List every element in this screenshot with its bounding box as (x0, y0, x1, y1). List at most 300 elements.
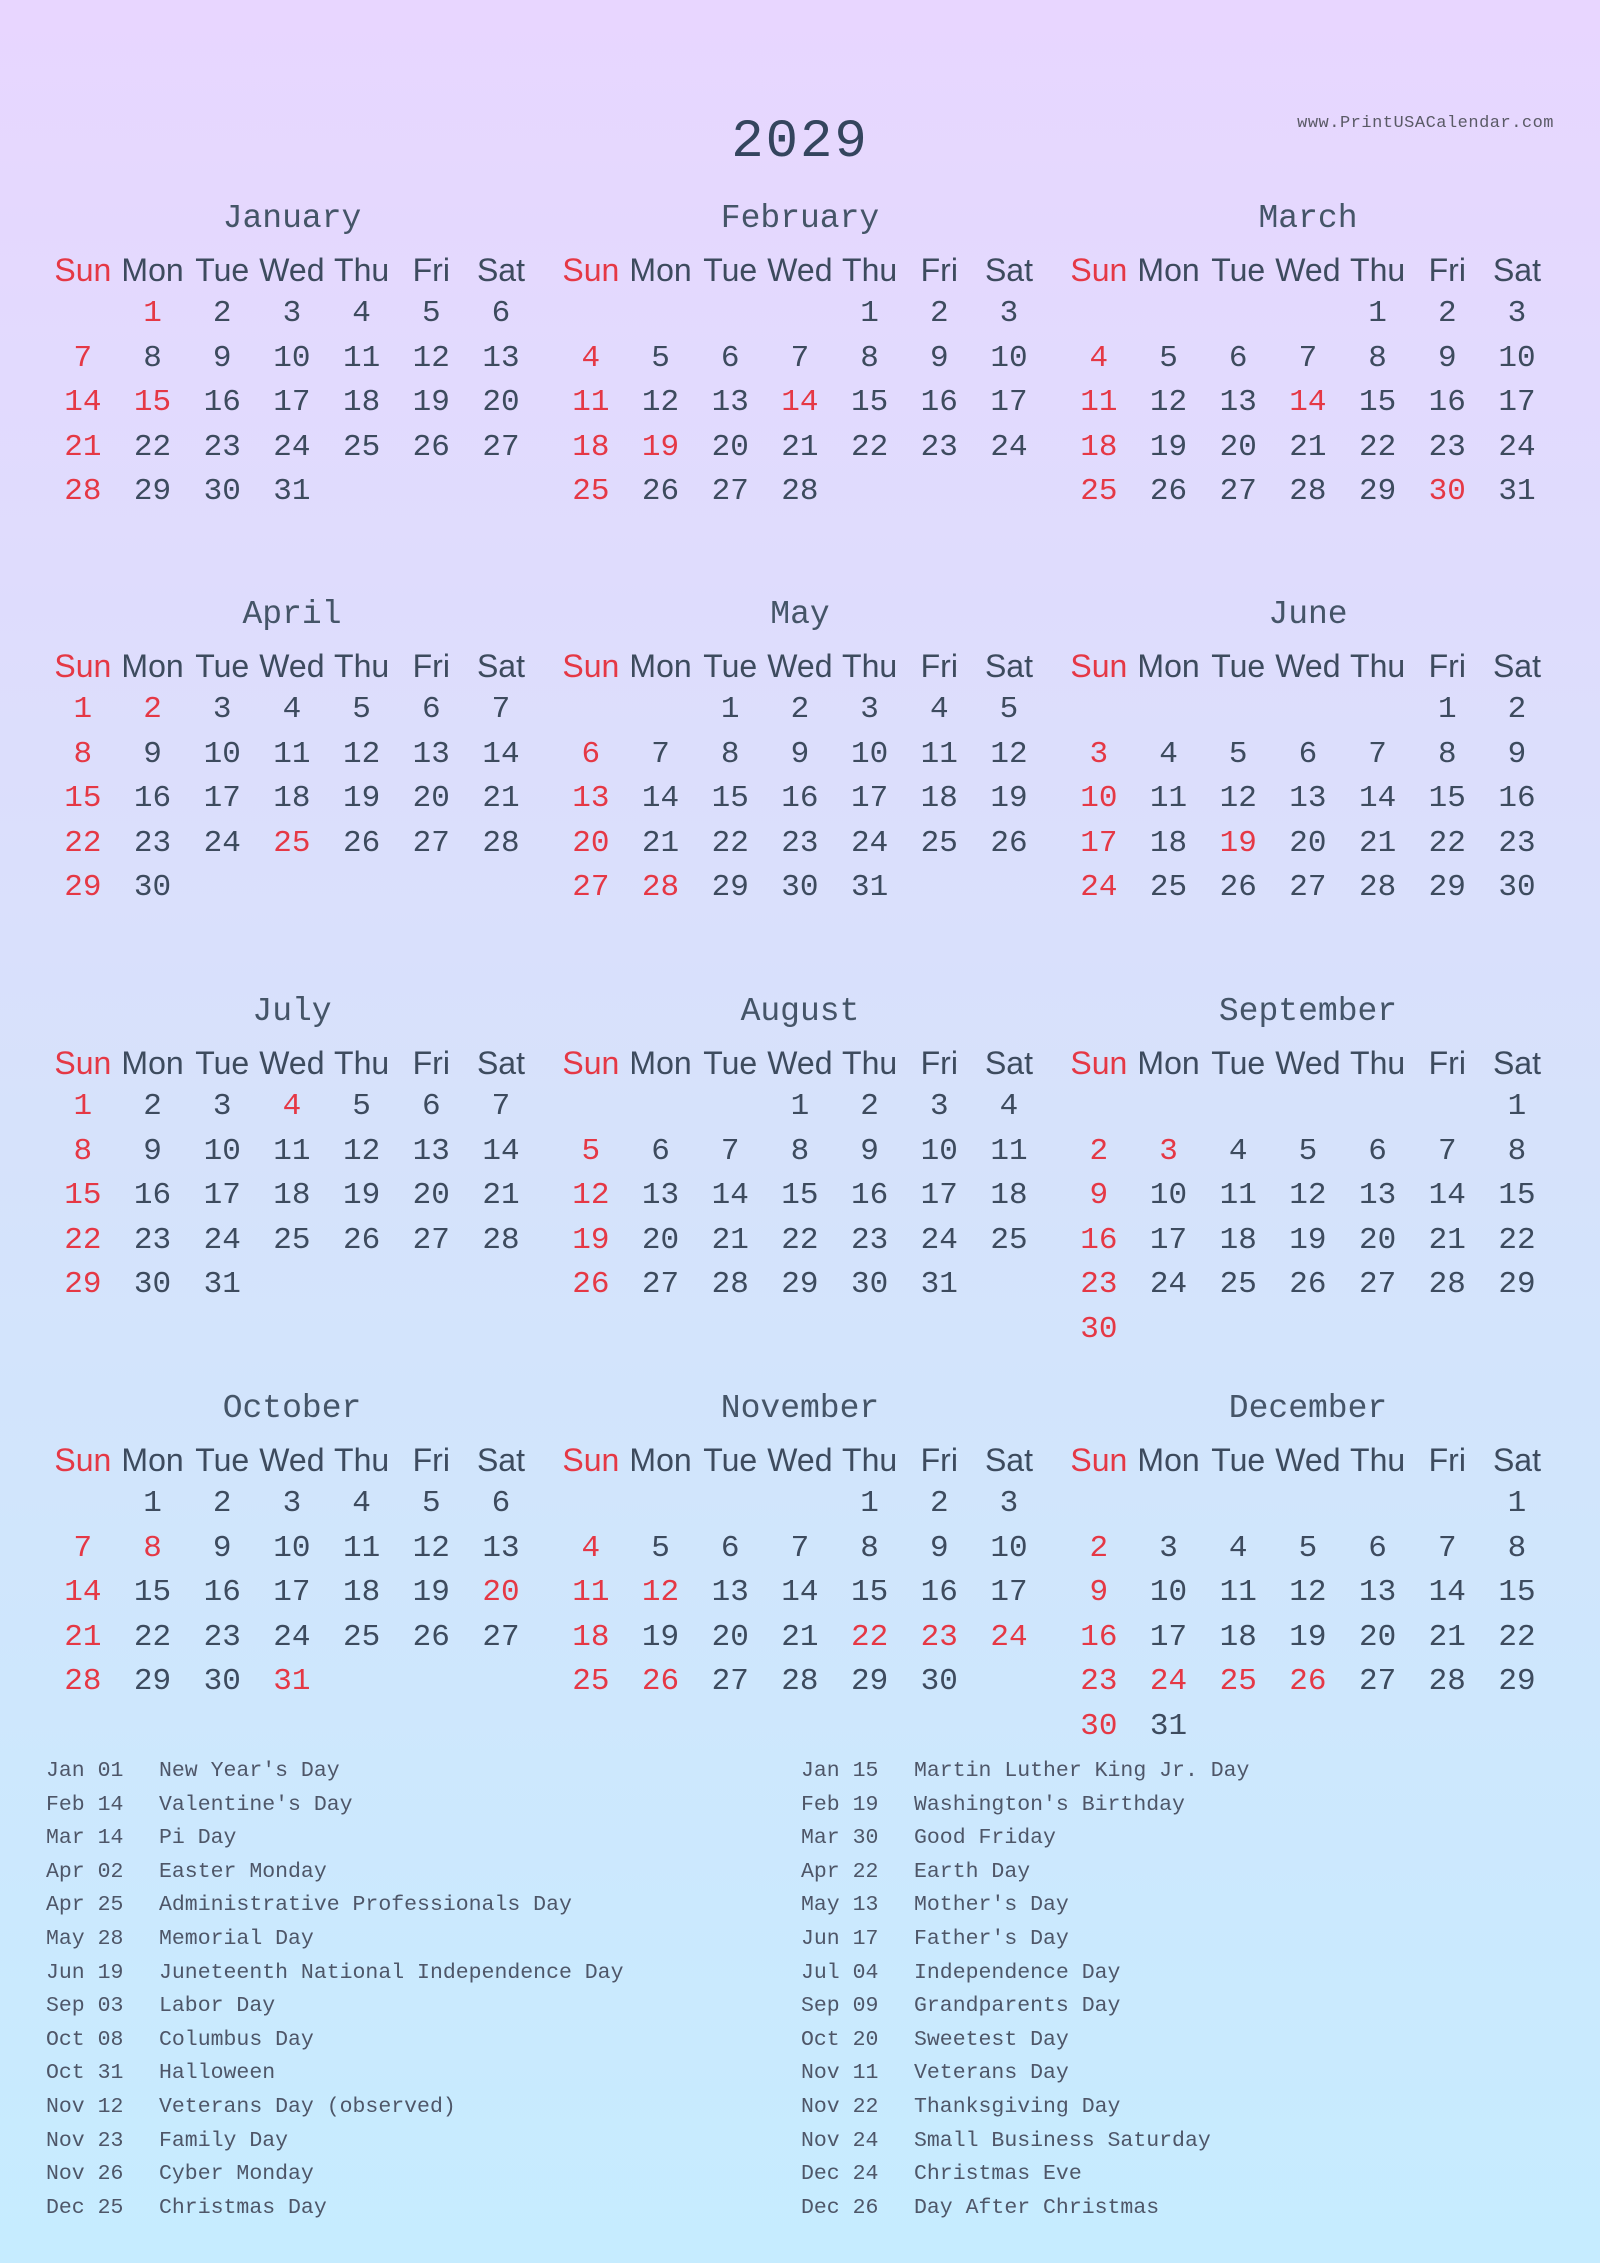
day-cell: 5 (1228, 736, 1248, 772)
day-cell: 13 (641, 1178, 680, 1213)
day-cell: 13 (482, 1530, 520, 1566)
day-cell: 6 (1298, 736, 1318, 772)
day-cell: 21 (641, 825, 680, 861)
day-cell: 6 (1228, 340, 1248, 376)
holiday-row (801, 2125, 1249, 2159)
weekday-label: Fri (1428, 1045, 1466, 1081)
weekday-header (48, 644, 536, 688)
day-cell: 23 (1080, 1664, 1118, 1699)
weekday-label: Sun (1070, 1442, 1128, 1478)
empty-day-cell (1064, 688, 1134, 733)
day-cell: 4 (352, 296, 371, 331)
day-cell: 16 (133, 1178, 172, 1213)
day-cell: 18 (342, 385, 381, 420)
day-cell: 19 (990, 781, 1028, 816)
day-cell: 26 (1149, 474, 1188, 509)
holiday-date: Apr 25 (46, 1893, 124, 1918)
weekday-label: Sun (1070, 648, 1128, 684)
day-cell: 23 (781, 825, 819, 861)
weekday-header (556, 248, 1044, 292)
weekday-header (556, 644, 1044, 688)
holiday-name: Independence Day (914, 1960, 1121, 1985)
day-cell: 24 (990, 1619, 1028, 1655)
holiday-row (801, 1990, 1249, 2024)
day-cell: 5 (352, 692, 371, 727)
weekday-header (48, 248, 536, 292)
day-cell: 22 (64, 1222, 102, 1258)
weekday-label: Mon (1137, 1045, 1200, 1081)
weekday-label: Sun (562, 1442, 620, 1478)
holiday-name: Veterans Day (914, 2061, 1069, 2086)
day-cell: 6 (1368, 1530, 1387, 1566)
day-cell: 20 (412, 781, 450, 816)
holiday-date: Nov 11 (801, 2061, 879, 2086)
day-cell: 6 (491, 296, 511, 331)
day-cell: 5 (1298, 1530, 1318, 1566)
website-url: www.PrintUSACalendar.com (1297, 114, 1554, 133)
day-cell: 11 (1219, 1178, 1257, 1213)
day-cell: 15 (133, 1575, 172, 1610)
day-cell: 19 (641, 429, 680, 465)
day-cell: 6 (491, 1486, 511, 1521)
empty-day-cell (1273, 292, 1343, 337)
empty-day-cell (626, 292, 696, 337)
day-cell: 29 (781, 1267, 819, 1302)
month-name: March (1258, 200, 1358, 237)
day-cell: 21 (711, 1222, 749, 1258)
holiday-name: Earth Day (914, 1859, 1031, 1884)
holiday-date: Jul 04 (801, 1960, 879, 1985)
day-cell: 25 (1080, 474, 1118, 509)
day-cell: 15 (64, 781, 102, 816)
day-cell: 29 (1428, 870, 1466, 905)
day-cell: 31 (1498, 474, 1536, 509)
holiday-date: Nov 22 (801, 2094, 879, 2119)
weekday-label: Mon (1137, 252, 1200, 288)
day-cell: 29 (1358, 474, 1397, 509)
day-cell: 16 (203, 385, 241, 420)
day-cell: 13 (1358, 1178, 1397, 1213)
day-cell: 17 (990, 385, 1028, 420)
day-cell: 18 (1080, 429, 1118, 465)
day-cell: 4 (999, 1089, 1019, 1124)
weekday-label: Sat (984, 648, 1033, 684)
month-december (1064, 1380, 1552, 1749)
day-cell: 9 (860, 1133, 879, 1169)
weekday-label: Wed (1275, 252, 1341, 288)
day-cell: 27 (1358, 1664, 1397, 1699)
day-cell: 25 (572, 474, 610, 509)
holiday-date: Jan 01 (46, 1759, 124, 1783)
day-cell: 13 (1358, 1575, 1397, 1610)
day-cell: 8 (860, 340, 879, 376)
month-name: January (222, 200, 362, 237)
empty-day-cell (1064, 1482, 1134, 1527)
empty-day-cell (1203, 1482, 1273, 1527)
holiday-name: Martin Luther King Jr. Day (914, 1759, 1250, 1783)
day-cell: 6 (1368, 1133, 1387, 1169)
month-name: April (242, 596, 342, 633)
day-cell: 11 (273, 1133, 311, 1169)
weekday-label: Mon (1137, 1442, 1200, 1478)
day-cell: 4 (1228, 1133, 1248, 1169)
day-cell: 3 (1507, 296, 1527, 331)
day-cell: 5 (581, 1133, 601, 1169)
day-grid (48, 1482, 536, 1705)
day-cell: 3 (999, 1486, 1019, 1521)
day-cell: 16 (1080, 1222, 1118, 1258)
month-june (1064, 586, 1552, 911)
weekday-label: Wed (767, 1442, 833, 1478)
day-cell: 31 (920, 1267, 958, 1302)
day-cell: 12 (342, 1133, 381, 1169)
day-cell: 7 (720, 1133, 740, 1169)
holiday-date: Mar 30 (801, 1826, 879, 1851)
day-cell: 15 (1498, 1178, 1536, 1213)
day-cell: 27 (1289, 870, 1327, 905)
day-cell: 2 (1089, 1530, 1109, 1566)
month-name: October (222, 1390, 362, 1427)
month-august (556, 983, 1044, 1308)
day-cell: 28 (482, 1222, 520, 1258)
holiday-name: Valentine's Day (159, 1792, 353, 1817)
day-cell: 14 (482, 736, 520, 772)
holiday-date: Jun 17 (801, 1926, 879, 1951)
day-cell: 11 (572, 1575, 610, 1610)
weekday-label: Sat (1492, 1045, 1541, 1081)
holiday-column-right (801, 1755, 1249, 2225)
empty-day-cell (1134, 1085, 1204, 1130)
day-cell: 10 (1149, 1178, 1188, 1213)
day-cell: 7 (1368, 736, 1387, 772)
day-cell: 5 (1298, 1133, 1318, 1169)
day-cell: 14 (482, 1133, 520, 1169)
day-cell: 12 (412, 1530, 450, 1566)
day-cell: 24 (203, 1222, 241, 1258)
weekday-label: Sat (476, 1442, 525, 1478)
day-cell: 3 (1159, 1530, 1178, 1566)
weekday-header (556, 1041, 1044, 1085)
day-cell: 5 (352, 1089, 371, 1124)
empty-day-cell (48, 292, 118, 337)
day-cell: 10 (273, 1530, 311, 1566)
day-cell: 29 (850, 1664, 889, 1699)
empty-day-cell (1412, 1085, 1482, 1130)
day-cell: 2 (929, 296, 949, 331)
holiday-name: Veterans Day (observed) (159, 2094, 456, 2119)
day-cell: 17 (1149, 1619, 1188, 1655)
day-cell: 10 (273, 340, 311, 376)
day-cell: 24 (1498, 429, 1536, 465)
day-cell: 7 (790, 340, 810, 376)
weekday-label: Sat (1492, 252, 1541, 288)
day-cell: 27 (482, 429, 520, 465)
day-cell: 28 (711, 1267, 749, 1302)
weekday-label: Thu (334, 252, 390, 288)
weekday-label: Mon (629, 1045, 692, 1081)
holiday-name: Thanksgiving Day (914, 2094, 1121, 2119)
day-cell: 19 (1289, 1619, 1327, 1655)
holiday-row (801, 1789, 1249, 1823)
day-cell: 8 (143, 340, 162, 376)
day-cell: 22 (133, 429, 172, 465)
weekday-label: Thu (842, 648, 898, 684)
weekday-label: Sun (562, 1045, 620, 1081)
day-cell: 27 (1358, 1267, 1397, 1302)
day-cell: 12 (641, 385, 680, 420)
day-cell: 25 (273, 1222, 311, 1258)
day-cell: 2 (143, 692, 162, 727)
day-cell: 21 (1428, 1222, 1466, 1258)
holiday-date: Jun 19 (46, 1960, 124, 1985)
day-cell: 3 (929, 1089, 949, 1124)
holiday-row (801, 2158, 1249, 2192)
day-cell: 13 (1219, 385, 1257, 420)
day-cell: 21 (781, 1619, 819, 1655)
holiday-date: Dec 26 (801, 2195, 879, 2220)
day-cell: 26 (342, 1222, 381, 1258)
weekday-label: Fri (920, 252, 958, 288)
day-cell: 10 (1080, 781, 1118, 816)
day-cell: 1 (1437, 692, 1457, 727)
weekday-label: Sun (1070, 252, 1128, 288)
weekday-label: Tue (1211, 252, 1266, 288)
day-cell: 9 (1507, 736, 1527, 772)
day-cell: 25 (572, 1664, 610, 1699)
weekday-label: Sat (476, 648, 525, 684)
day-cell: 9 (212, 340, 232, 376)
holiday-column-left (46, 1755, 623, 2225)
day-cell: 28 (641, 870, 680, 905)
day-cell: 27 (412, 1222, 450, 1258)
weekday-label: Tue (195, 1045, 250, 1081)
month-may (556, 586, 1044, 911)
holiday-date: Feb 19 (801, 1792, 879, 1817)
holiday-name: Pi Day (159, 1826, 237, 1851)
day-cell: 31 (1149, 1708, 1188, 1744)
day-cell: 24 (273, 429, 311, 465)
holiday-date: May 13 (801, 1893, 879, 1918)
day-cell: 29 (1498, 1664, 1536, 1699)
day-cell: 11 (1219, 1575, 1257, 1610)
weekday-label: Sun (562, 252, 620, 288)
holiday-name: Memorial Day (159, 1926, 314, 1951)
day-cell: 24 (850, 825, 889, 861)
holiday-row (801, 2091, 1249, 2125)
month-name: June (1268, 596, 1348, 633)
day-cell: 28 (1289, 474, 1327, 509)
day-cell: 25 (990, 1222, 1028, 1258)
day-cell: 9 (790, 736, 810, 772)
weekday-label: Tue (1211, 1442, 1266, 1478)
day-cell: 21 (1358, 825, 1397, 861)
holiday-date: Apr 22 (801, 1859, 879, 1884)
weekday-label: Mon (121, 1045, 184, 1081)
day-cell: 26 (572, 1267, 610, 1302)
day-cell: 25 (1219, 1664, 1257, 1699)
holiday-name: Grandparents Day (914, 1994, 1121, 2019)
day-cell: 10 (990, 1530, 1028, 1566)
day-cell: 4 (581, 340, 601, 376)
day-cell: 6 (720, 340, 740, 376)
empty-day-cell (1203, 1085, 1273, 1130)
weekday-label: Tue (703, 648, 758, 684)
day-cell: 12 (572, 1178, 610, 1213)
weekday-label: Thu (334, 1045, 390, 1081)
day-cell: 28 (1358, 870, 1397, 905)
weekday-label: Sat (1492, 1442, 1541, 1478)
day-cell: 27 (641, 1267, 680, 1302)
day-cell: 14 (781, 385, 819, 420)
day-cell: 23 (1428, 429, 1466, 465)
day-cell: 13 (412, 1133, 450, 1169)
weekday-header (1064, 1438, 1552, 1482)
day-cell: 30 (1428, 474, 1466, 509)
day-cell: 19 (342, 781, 381, 816)
day-cell: 7 (1437, 1133, 1457, 1169)
day-cell: 2 (212, 1486, 232, 1521)
empty-day-cell (1343, 1085, 1413, 1130)
day-cell: 28 (781, 474, 819, 509)
empty-day-cell (695, 1085, 765, 1130)
weekday-label: Thu (1350, 1442, 1406, 1478)
day-cell: 6 (421, 692, 441, 727)
day-cell: 26 (412, 1619, 450, 1655)
day-cell: 13 (412, 736, 450, 772)
month-name: September (1218, 993, 1398, 1030)
holiday-row (801, 1822, 1249, 1856)
day-cell: 2 (1437, 296, 1457, 331)
day-cell: 29 (133, 474, 172, 509)
day-cell: 23 (1080, 1267, 1118, 1302)
day-cell: 14 (781, 1575, 819, 1610)
day-cell: 20 (412, 1178, 450, 1213)
day-cell: 24 (203, 825, 241, 861)
holiday-name: Labor Day (159, 1994, 276, 2019)
weekday-label: Mon (1137, 648, 1200, 684)
holiday-row (46, 1755, 623, 1789)
weekday-label: Tue (703, 252, 758, 288)
day-cell: 16 (203, 1575, 241, 1610)
day-cell: 3 (999, 296, 1019, 331)
day-cell: 17 (920, 1178, 958, 1213)
empty-day-cell (48, 1482, 118, 1527)
holiday-name: Washington's Birthday (914, 1792, 1185, 1817)
day-cell: 20 (572, 825, 610, 861)
day-cell: 29 (64, 870, 102, 905)
day-cell: 19 (1219, 825, 1257, 861)
holiday-row (46, 1789, 623, 1823)
holiday-name: Christmas Day (159, 2195, 327, 2220)
day-cell: 16 (920, 385, 958, 420)
day-cell: 19 (572, 1222, 610, 1258)
day-cell: 16 (1498, 781, 1536, 816)
day-cell: 27 (412, 825, 450, 861)
weekday-label: Wed (767, 1045, 833, 1081)
month-name: July (252, 993, 332, 1030)
day-cell: 21 (482, 1178, 520, 1213)
weekday-label: Wed (1275, 648, 1341, 684)
weekday-label: Fri (412, 648, 450, 684)
month-name: May (770, 596, 830, 633)
holiday-name: Good Friday (914, 1826, 1056, 1851)
empty-day-cell (556, 1482, 626, 1527)
day-cell: 8 (1507, 1133, 1527, 1169)
holiday-row (801, 1889, 1249, 1923)
day-cell: 9 (1089, 1575, 1109, 1610)
day-cell: 28 (482, 825, 520, 861)
day-cell: 22 (1498, 1619, 1536, 1655)
holiday-name: Juneteenth National Independence Day (159, 1960, 624, 1985)
holiday-name: Sweetest Day (914, 2027, 1069, 2052)
day-cell: 28 (1428, 1267, 1466, 1302)
holiday-date: Sep 09 (801, 1994, 879, 2019)
day-cell: 4 (1089, 340, 1109, 376)
day-cell: 8 (790, 1133, 810, 1169)
day-cell: 7 (73, 1530, 93, 1566)
day-cell: 25 (920, 825, 958, 861)
weekday-label: Sat (984, 1442, 1033, 1478)
weekday-label: Tue (703, 1442, 758, 1478)
day-cell: 1 (143, 296, 162, 331)
month-october (48, 1380, 536, 1705)
holiday-row (801, 1957, 1249, 1991)
weekday-label: Tue (195, 648, 250, 684)
day-cell: 29 (133, 1664, 172, 1699)
day-cell: 31 (273, 1664, 311, 1699)
day-cell: 3 (212, 692, 232, 727)
empty-day-cell (765, 292, 835, 337)
day-cell: 30 (920, 1664, 958, 1699)
empty-day-cell (1203, 688, 1273, 733)
day-cell: 14 (1428, 1178, 1466, 1213)
weekday-label: Tue (1211, 648, 1266, 684)
day-cell: 12 (641, 1575, 680, 1610)
day-cell: 18 (273, 781, 311, 816)
day-cell: 17 (273, 385, 311, 420)
weekday-label: Wed (1275, 1442, 1341, 1478)
day-cell: 31 (273, 474, 311, 509)
empty-day-cell (1134, 688, 1204, 733)
day-cell: 22 (64, 825, 102, 861)
weekday-label: Mon (121, 252, 184, 288)
day-cell: 30 (203, 474, 241, 509)
weekday-label: Thu (1350, 1045, 1406, 1081)
day-cell: 24 (990, 429, 1028, 465)
day-cell: 24 (1149, 1267, 1188, 1302)
holiday-name: Christmas Eve (914, 2162, 1082, 2187)
holiday-row (46, 1923, 623, 1957)
day-cell: 20 (641, 1222, 680, 1258)
day-cell: 12 (990, 736, 1028, 772)
day-cell: 4 (1228, 1530, 1248, 1566)
day-cell: 21 (64, 1619, 102, 1655)
empty-day-cell (1273, 1482, 1343, 1527)
day-grid (1064, 688, 1552, 911)
day-cell: 9 (212, 1530, 232, 1566)
day-cell: 17 (850, 781, 889, 816)
day-cell: 16 (781, 781, 819, 816)
day-cell: 30 (133, 870, 172, 905)
calendar-year-title: 2029 (731, 112, 869, 173)
day-cell: 2 (1089, 1133, 1109, 1169)
day-cell: 4 (1159, 736, 1178, 772)
weekday-label: Mon (629, 648, 692, 684)
day-cell: 7 (491, 1089, 511, 1124)
weekday-label: Thu (1350, 648, 1406, 684)
weekday-label: Wed (767, 648, 833, 684)
day-cell: 17 (990, 1575, 1028, 1610)
